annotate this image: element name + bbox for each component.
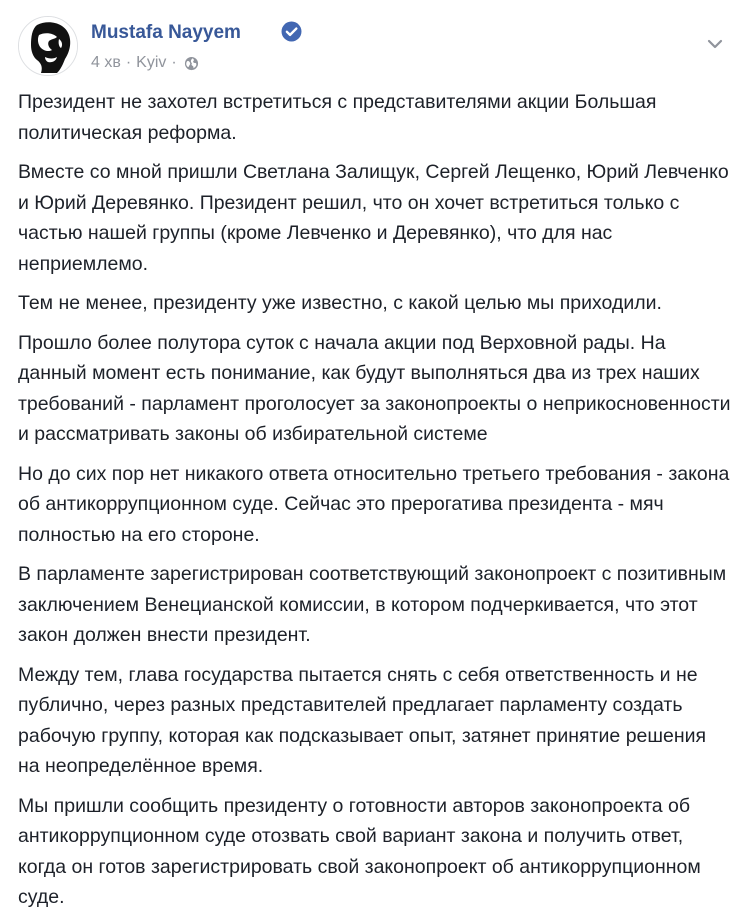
post-location-link[interactable]: Kyiv: [136, 54, 167, 71]
meta-separator: ·: [125, 54, 132, 71]
post-header: [18, 16, 731, 80]
post-paragraph: Президент не захотел встретиться с представителями акции Большая политическая реформа.: [18, 91, 657, 144]
post-paragraph: Мы пришли сообщить президенту о готовности авторов законопроекта об антикоррупционном суде отозвать свой вариант закона и получить ответ, когда он готов зарегистрировать свой законопроект об антикоррупционном суде.: [18, 794, 701, 908]
post-paragraph: Между тем, глава государства пытается снять с себя ответственность и не публично, через разных представителей предлагает парламенту создать рабочую группу, которая как подсказывает опыт, затянет принятие решения на неопределённое время.: [18, 663, 707, 777]
post-meta: [91, 54, 199, 72]
globe-icon[interactable]: [184, 56, 199, 71]
author-name-link[interactable]: Mustafa Nayyem: [91, 22, 241, 43]
post-body: [18, 87, 731, 922]
post-paragraph: Прошло более полутора суток с начала акции под Верховной рады. На данный момент есть понимание, как будут выполняться два из трех наших требований - парламент проголосует за законопроекты о неприкосновенности и рассматривать законы об избирательной системе: [18, 331, 731, 445]
post-paragraph: Вместе со мной пришли Светлана Залищук, Сергей Лещенко, Юрий Левченко и Юрий Деревянко. Президент решил, что он хочет встретиться только с частью нашей группы (кроме Левченко и Деревянко), что для нас неприемлемо.: [18, 161, 729, 275]
meta-separator: ·: [171, 54, 177, 71]
post-timestamp-link[interactable]: 4 хв: [91, 54, 121, 71]
post-paragraph: В парламенте зарегистрирован соответствующий законопроект с позитивным заключением Венецианской комиссии, в котором подчеркивается, что этот закон должен внести президент.: [18, 563, 727, 646]
post-paragraph: Но до сих пор нет никакого ответа относительно третьего требования - закона об антикоррупционном суде. Сейчас это прерогатива президента - мяч полностью на его стороне.: [18, 462, 730, 546]
verified-badge-icon: [281, 21, 302, 42]
avatar[interactable]: [18, 16, 78, 76]
avatar-image: [19, 17, 77, 75]
post-paragraph: Тем не менее, президенту уже известно, с какой целью мы приходили.: [18, 292, 662, 314]
chevron-down-icon[interactable]: [701, 30, 729, 58]
